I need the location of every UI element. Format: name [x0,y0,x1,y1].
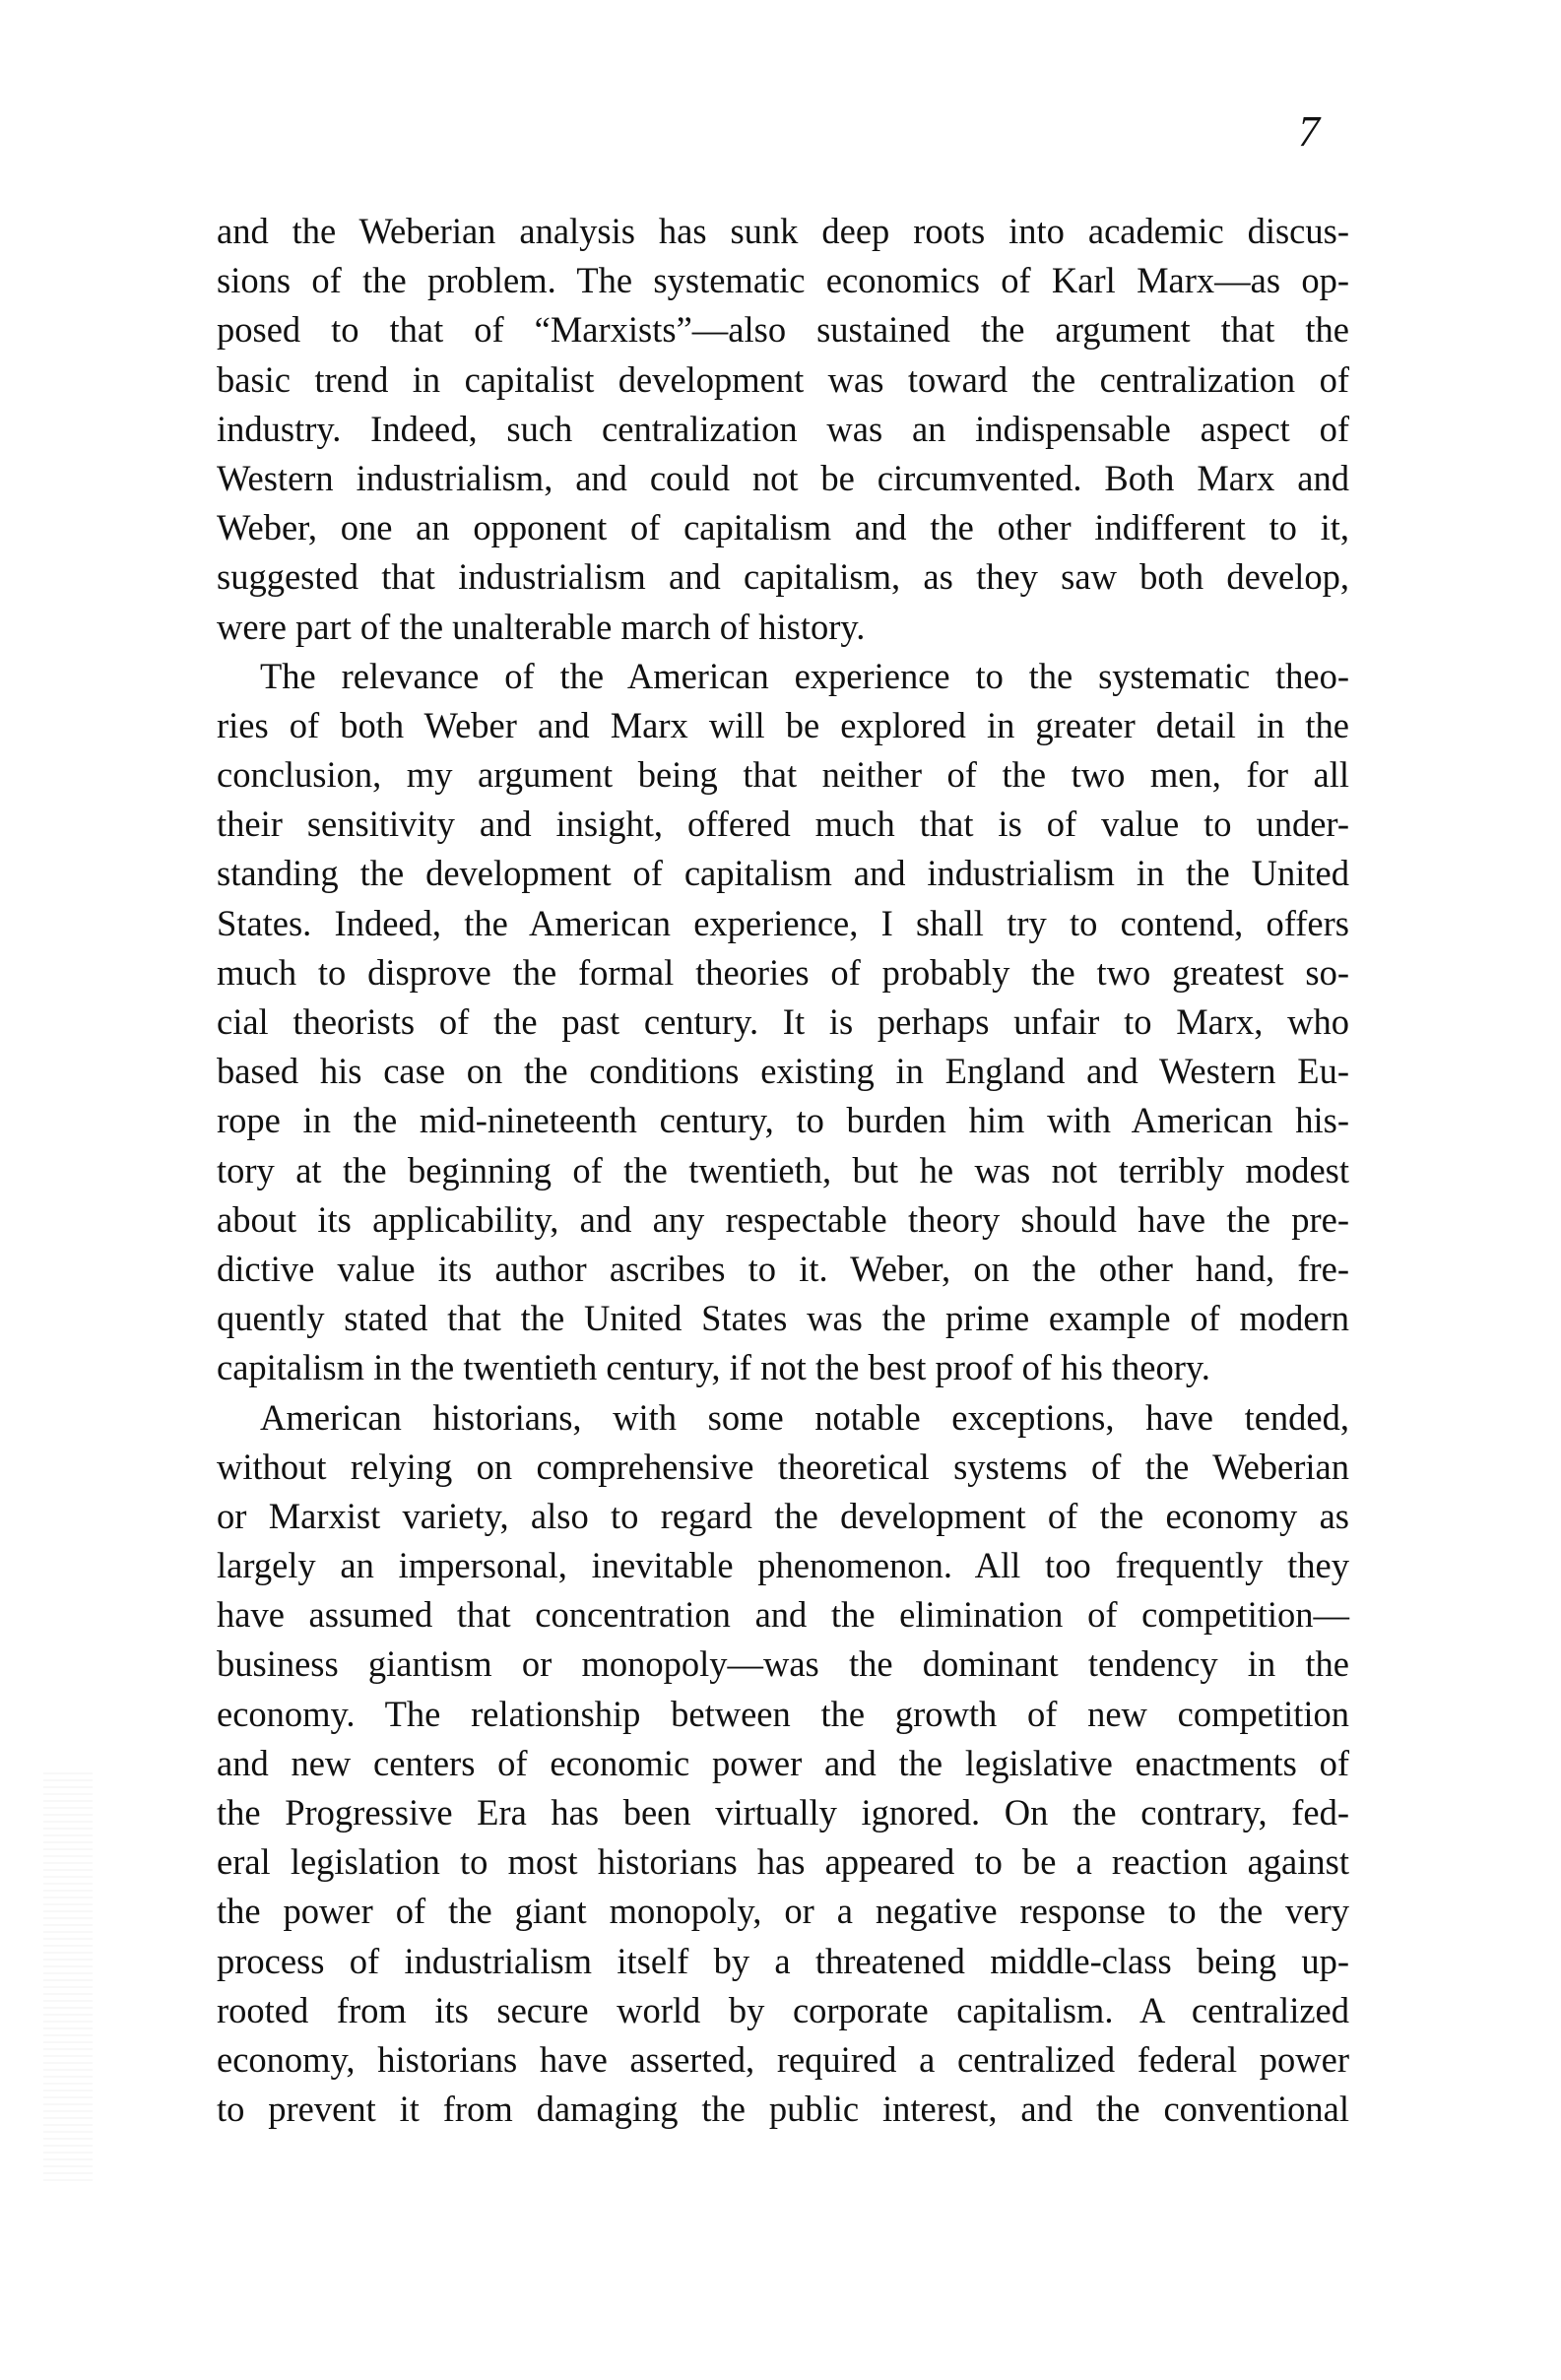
text-line: rooted from its secure world by corporate capitalism. A centralized [217,1989,1349,2030]
text-line: ries of both Weber and Marx will be explored in greater detail in the [217,704,1349,745]
text-line: process of industrialism itself by a threatened middle-class being up- [217,1940,1349,1981]
text-line: about its applicability, and any respectable theory should have the pre- [217,1198,1349,1240]
text-line: Weber, one an opponent of capitalism and the other indifferent to it, [217,507,1349,548]
text-line: have assumed that concentration and the elimination of competition— [217,1594,1349,1636]
text-line: and the Weberian analysis has sunk deep roots into academic discus- [217,211,1349,251]
text-line: the Progressive Era has been virtually ignored. On the contrary, fed- [217,1792,1349,1833]
scan-gutter-shadow [43,1772,93,2186]
text-line: dictive value its author ascribes to it. Weber, on the other hand, fre- [217,1248,1349,1289]
text-line: largely an impersonal, inevitable phenomenon. All too frequently they [217,1545,1349,1586]
text-line: industry. Indeed, such centralization was an indispensable aspect of [217,408,1349,449]
text-line: American historians, with some notable exceptions, have tended, [260,1396,1349,1438]
text-line: suggested that industrialism and capitalism, as they saw both develop, [217,556,1349,598]
text-line: business giantism or monopoly—was the dominant tendency in the [217,1643,1349,1685]
text-line: their sensitivity and insight, offered much that is of value to under- [217,804,1349,845]
text-line: without relying on comprehensive theoretical systems of the Weberian [217,1446,1349,1487]
text-line: The relevance of the American experience to the systematic theo- [260,655,1349,696]
text-line: rope in the mid-nineteenth century, to burden him with American his- [217,1100,1349,1141]
text-line: standing the development of capitalism and industrialism in the United [217,853,1349,894]
text-line: eral legislation to most historians has appeared to be a reaction against [217,1841,1349,1883]
text-line: posed to that of “Marxists”—also sustained the argument that the [217,309,1349,351]
text-line: to prevent it from damaging the public interest, and the conventional [217,2089,1349,2130]
page-number: 7 [1298,107,1320,156]
text-line: economy, historians have asserted, required a centralized federal power [217,2038,1349,2080]
text-line: sions of the problem. The systematic economics of Karl Marx—as op- [217,260,1349,301]
text-line: much to disprove the formal theories of probably the two greatest so- [217,951,1349,993]
text-line: or Marxist variety, also to regard the development of the economy as [217,1495,1349,1536]
text-line: were part of the unalterable march of history. [217,606,866,647]
text-line: Western industrialism, and could not be circumvented. Both Marx and [217,457,1349,498]
text-line: capitalism in the twentieth century, if not the best proof of his theory. [217,1347,1210,1388]
text-line: the power of the giant monopoly, or a negative response to the very [217,1891,1349,1932]
text-line: cial theorists of the past century. It is perhaps unfair to Marx, who [217,1001,1349,1042]
text-line: based his case on the conditions existing in England and Western Eu- [217,1051,1349,1092]
text-line: tory at the beginning of the twentieth, but he was not terribly modest [217,1149,1349,1190]
text-line: and new centers of economic power and the legislative enactments of [217,1742,1349,1783]
text-line: basic trend in capitalist development was toward the centralization of [217,358,1349,400]
text-line: quently stated that the United States was the prime example of modern [217,1298,1349,1339]
text-line: States. Indeed, the American experience, I shall try to contend, offers [217,902,1349,943]
text-line: economy. The relationship between the growth of new competition [217,1693,1349,1734]
body-text [217,207,1349,2134]
text-line: conclusion, my argument being that neither of the two men, for all [217,754,1349,796]
